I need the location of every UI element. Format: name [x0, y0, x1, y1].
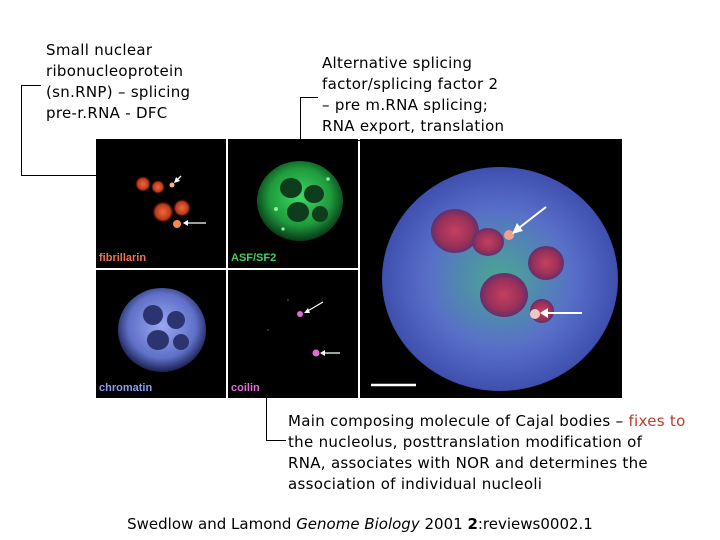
- asf-label-line: Alternative splicing: [322, 54, 473, 72]
- asf-label-line: factor/splicing factor 2: [322, 75, 499, 93]
- citation-article: :reviews0002.1: [477, 515, 593, 533]
- coilin-label: [288, 411, 686, 495]
- merged-image: [360, 139, 622, 398]
- asf-panel: [228, 139, 358, 268]
- asf-connector: [300, 97, 301, 141]
- fibrillarin-panel-label: fibrillarin: [99, 252, 147, 264]
- snrnp-label: [46, 40, 190, 124]
- snrnp-label-line: ribonucleoprotein: [46, 62, 184, 80]
- merged-panel: [360, 139, 622, 398]
- fibrillarin-panel: [96, 139, 226, 268]
- chromatin-panel-label: chromatin: [99, 382, 153, 394]
- asf-label-line: – pre m.RNA splicing;: [322, 96, 489, 114]
- citation-journal: Genome Biology: [296, 515, 420, 533]
- asf-label-line: RNA export, translation: [322, 117, 505, 135]
- citation: [0, 515, 720, 533]
- snrnp-connector: [21, 85, 41, 86]
- coilin-label-line: the nucleolus, posttranslation modification of: [288, 433, 643, 451]
- asf-panel-label: ASF/SF2: [231, 252, 277, 264]
- citation-year: 2001: [419, 515, 468, 533]
- arrow-icon: [320, 350, 325, 356]
- snrnp-label-line: pre-r.RNA - DFC: [46, 104, 168, 122]
- coilin-label-text: Main composing molecule of Cajal bodies –: [288, 412, 629, 430]
- coilin-image: [228, 270, 358, 398]
- chromatin-panel: [96, 270, 226, 398]
- snrnp-label-line: (sn.RNP) – splicing: [46, 83, 191, 101]
- coilin-panel: [228, 270, 358, 398]
- coilin-connector: [266, 396, 267, 440]
- chromatin-image: [96, 270, 226, 398]
- citation-authors: Swedlow and Lamond: [127, 515, 297, 533]
- coilin-panel-label: coilin: [231, 382, 260, 394]
- snrnp-connector: [21, 85, 22, 175]
- snrnp-label-line: Small nuclear: [46, 41, 153, 59]
- asf-image: [228, 139, 358, 268]
- coilin-label-line: association of individual nucleoli: [288, 475, 543, 493]
- snrnp-connector: [21, 175, 103, 176]
- asf-connector: [300, 97, 318, 98]
- coilin-label-line: RNA, associates with NOR and determines the: [288, 454, 648, 472]
- arrow-icon: [183, 220, 188, 226]
- coilin-label-line: [288, 411, 686, 432]
- fibrillarin-image: [96, 139, 226, 268]
- citation-volume: 2: [467, 515, 478, 533]
- asf-label: [322, 53, 504, 137]
- coilin-connector: [266, 440, 286, 441]
- coilin-label-highlight: fixes to: [628, 412, 686, 430]
